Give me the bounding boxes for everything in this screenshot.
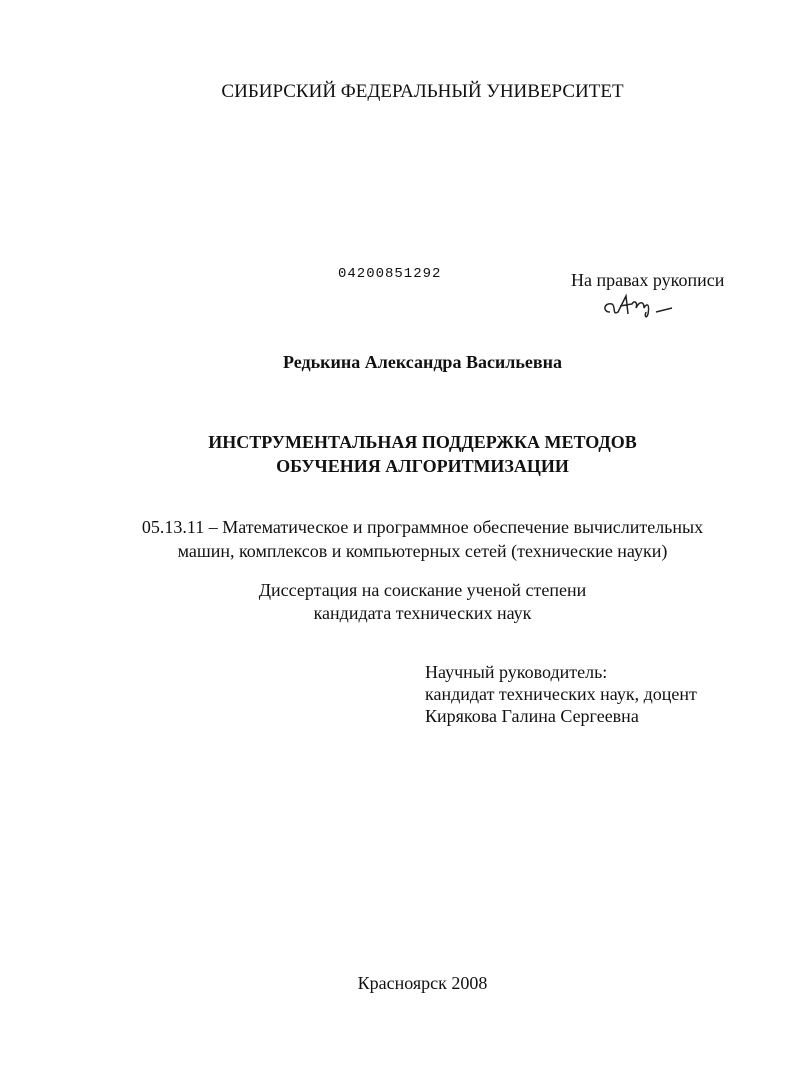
manuscript-rights: На правах рукописи	[571, 270, 725, 290]
supervisor-label: Научный руководитель:	[425, 662, 608, 682]
thesis-title-line1: ИНСТРУМЕНТАЛЬНАЯ ПОДДЕРЖКА МЕТОДОВ	[208, 432, 637, 452]
specialty-line1: 05.13.11 – Математическое и программное обеспечение вычислительных	[141, 517, 704, 537]
university-name: СИБИРСКИЙ ФЕДЕРАЛЬНЫЙ УНИВЕРСИТЕТ	[221, 81, 624, 102]
signature	[600, 290, 680, 322]
thesis-title-line2: ОБУЧЕНИЯ АЛГОРИТМИЗАЦИИ	[276, 456, 569, 476]
degree-line1: Диссертация на соискание ученой степени	[258, 580, 587, 600]
author-name: Редькина Александра Васильевна	[282, 352, 563, 372]
specialty-line2: машин, комплексов и компьютерных сетей (технические науки)	[177, 541, 668, 561]
supervisor-title: кандидат технических наук, доцент	[425, 684, 697, 704]
supervisor-name: Кирякова Галина Сергеевна	[425, 706, 639, 726]
catalog-number: 04200851292	[338, 266, 442, 282]
place-year: Красноярск 2008	[357, 973, 488, 993]
degree-line2: кандидата технических наук	[313, 603, 532, 623]
